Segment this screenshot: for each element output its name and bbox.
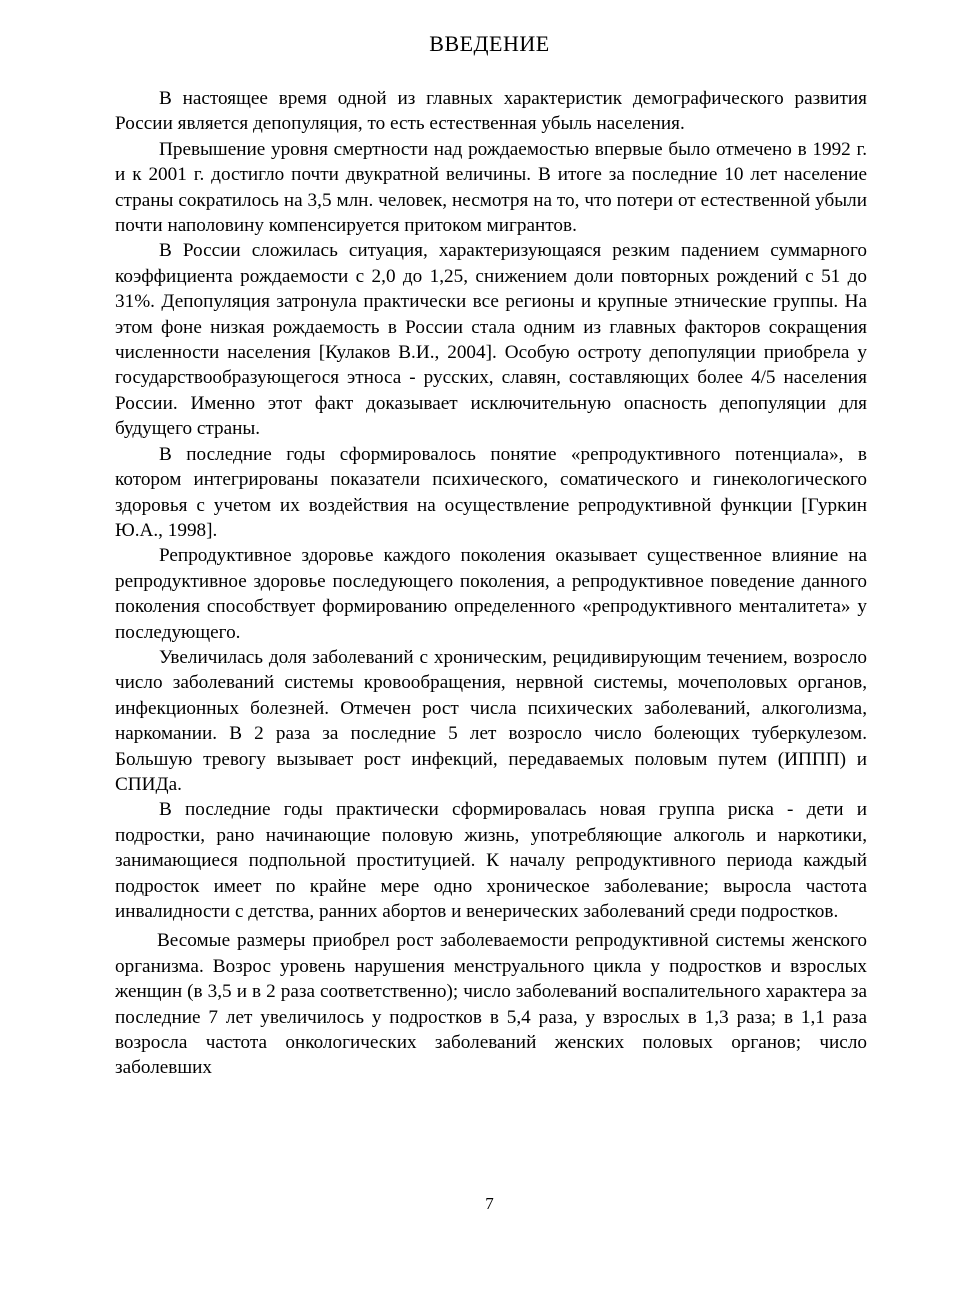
page-number: 7 xyxy=(485,1194,494,1213)
paragraph-4: В последние годы сформировалось понятие «репродуктивного потенциала», в котором интегрированы показатели психического, соматического и гинекологического здоровья с учетом их воздействия на осуществление репродуктивной функции [Гуркин Ю.А., 1998]. xyxy=(115,443,867,541)
paragraph-7: В последние годы практически сформировалась новая группа риска - дети и подростки, рано начинающие половую жизнь, употребляющие алкоголь и наркотики, занимающиеся подпольной проституцией. К началу репродуктивного периода каждый подросток имеет по крайне мере одно хроническое заболевание; выросла частота инвалидности с детства, ранних абортов и венерических заболеваний среди подростков. xyxy=(115,799,867,922)
paragraph-2: Превышение уровня смертности над рождаемостью впервые было отмечено в 1992 г. и к 2001 г. достигло почти двукратной величины. В итоге за последние 10 лет население страны сократилось на 3,5 млн. человек, несмотря на то, что потери от естественной убыли почти наполовину компенсируется притоком мигрантов. xyxy=(115,138,867,237)
paragraph-8: Весомые размеры приобрел рост заболеваемости репродуктивной системы женского организма. Возрос уровень нарушения менструального цикла у подростков и взрослых женщин (в 3,5 и в 2 раза соответственно); число заболеваний воспалительного характера за последние 7 лет увеличилось у подростков в 5,4 раза, у взрослых в 1,3 раза; в 1,1 раза возросла частота онкологических заболеваний женских половых органов; число заболевших xyxy=(115,930,867,1079)
paragraph-1: В настоящее время одной из главных характеристик демографического развития России является депопуляция, то есть естественная убыль населения. xyxy=(115,88,867,135)
page-title: ВВЕДЕНИЕ xyxy=(429,31,550,56)
body-text xyxy=(115,86,867,1081)
paragraph-5: Репродуктивное здоровье каждого поколения оказывает существенное влияние на репродуктивное здоровье последующего поколения, а репродуктивное поведение данного поколения способствует формированию определенного «репродуктивного менталитета» у последующего. xyxy=(115,545,867,643)
paragraph-3: В России сложилась ситуация, характеризующаяся резким падением суммарного коэффициента рождаемости с 2,0 до 1,25, снижением доли повторных рождений с 51 до 31%. Депопуляция затронула практически все регионы и крупные этнические группы. На этом фоне низкая рождаемость в России стала одним из главных факторов сокращения численности населения [Кулаков В.И., 2004]. Особую остроту депопуляции приобрела у государствообразующегося этноса - русских, славян, составляющих более 4/5 населения России. Именно этот факт доказывает исключительную опасность депопуляции для будущего страны. xyxy=(115,240,867,440)
paragraph-6: Увеличилась доля заболеваний с хроническим, рецидивирующим течением, возросло число заболеваний системы кровообращения, нервной системы, мочеполовых органов, инфекционных болезней. Отмечен рост числа психических заболеваний, алкоголизма, наркомании. В 2 раза за последние 5 лет возросло число болеющих туберкулезом. Большую тревогу вызывает рост инфекций, передаваемых половым путем (ИППП) и СПИДа. xyxy=(115,646,867,795)
